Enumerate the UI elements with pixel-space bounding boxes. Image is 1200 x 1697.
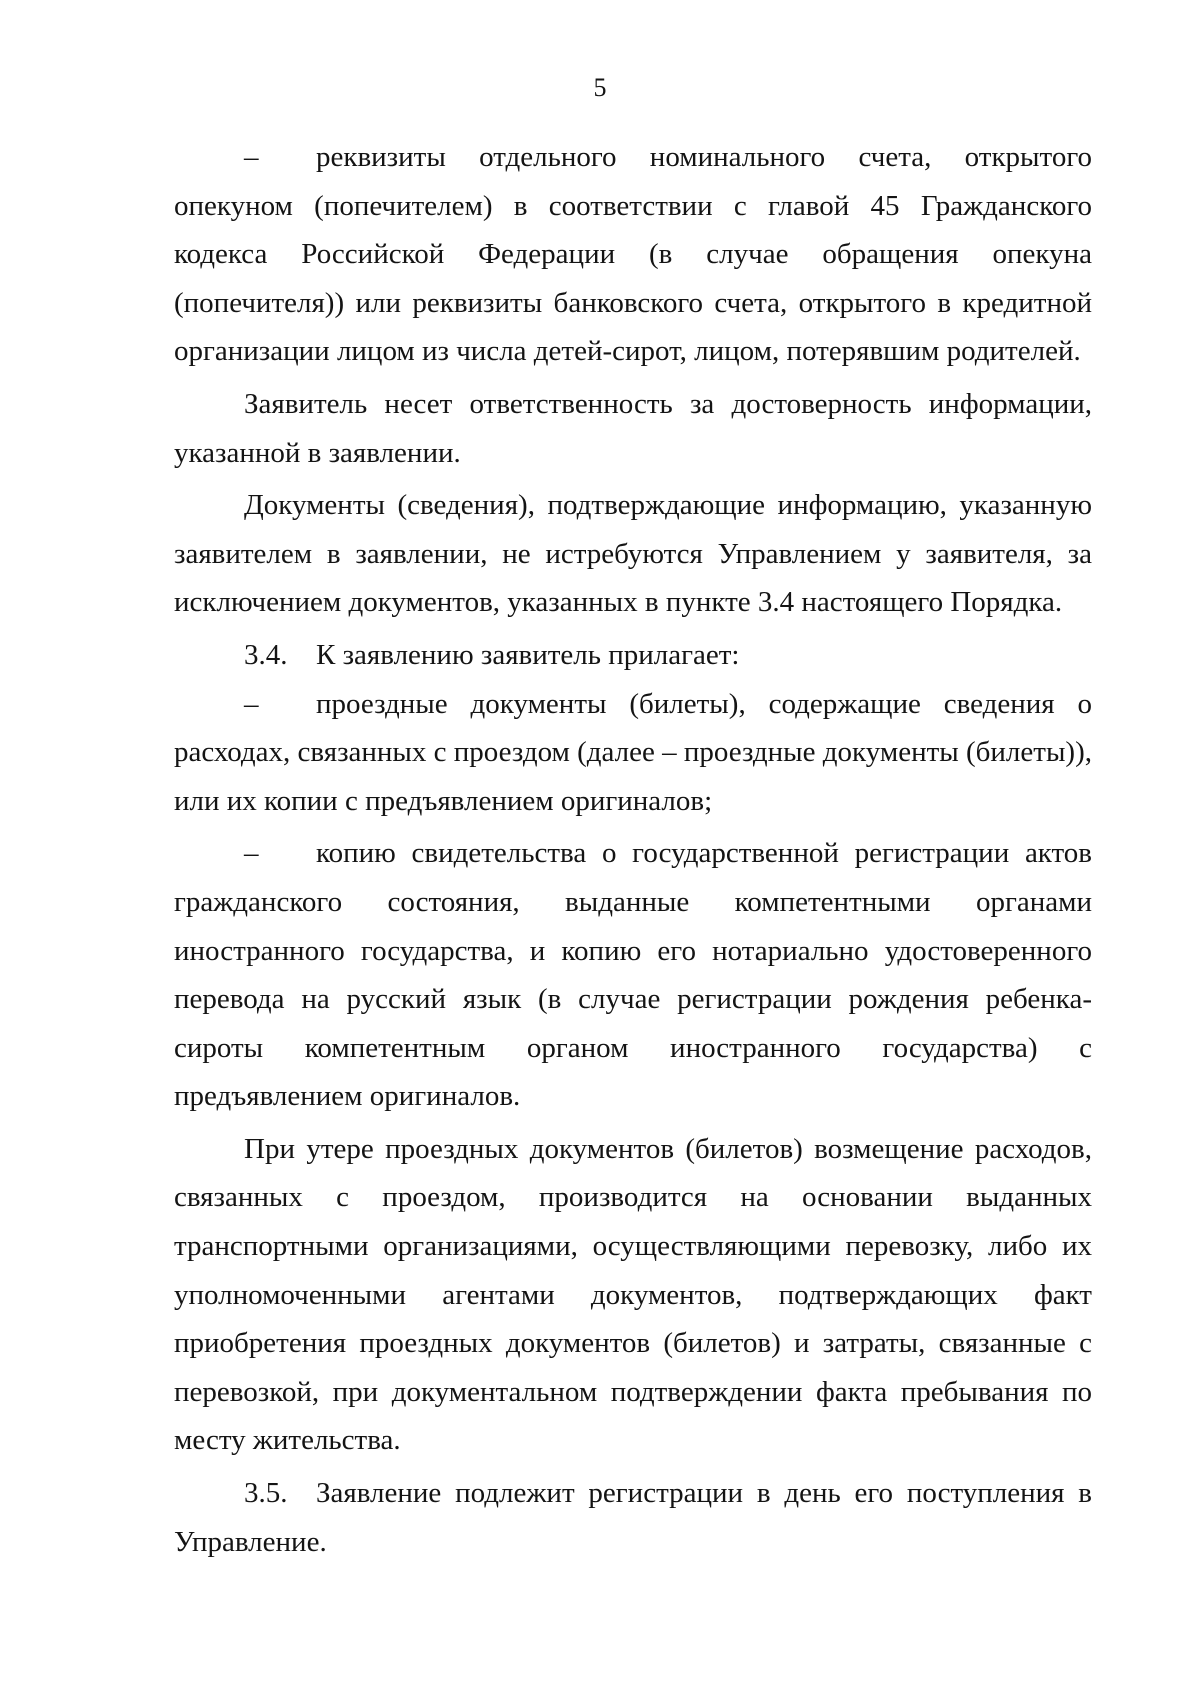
paragraph-account-details [174, 133, 1092, 376]
paragraph-civil-registration-copy [174, 829, 1092, 1121]
paragraph-text: Заявление подлежит регистрации в день его поступления в Управление. [174, 1477, 1092, 1558]
list-dash: – [244, 837, 259, 870]
paragraph-text: реквизиты отдельного номинального счета, открытого опекуном (попечителем) в соответствии с главой 45 Гражданского кодекса Российской Федерации (в случае обращения опекуна (попечителя)) или реквизиты банковского счета, открытого в кредитной организации лицом из числа детей-сирот, лицом, потерявшим родителей. [174, 141, 1092, 368]
document-body [174, 133, 1092, 1566]
list-dash: – [244, 687, 259, 720]
paragraph-section-3-5 [174, 1469, 1092, 1566]
paragraph-text: копию свидетельства о государственной регистрации актов гражданского состояния, выданные компетентными органами иностранного государства, и копию его нотариально удостоверенного перевода на русский язык (в случае регистрации рождения ребенка-сироты компетентным органом иностранного государства) с предъявлением оригиналов. [174, 837, 1092, 1113]
section-number: 3.5. [244, 1477, 288, 1510]
paragraph-lost-tickets: При утере проездных документов (билетов) возмещение расходов, связанных с проездом, производится на основании выданных транспортными организациями, осуществляющими перевозку, либо их уполномоченными агентами документов, подтверждающих факт приобретения проездных документов (билетов) и затраты, связанные с перевозкой, при документальном подтверждении факта пребывания по месту жительства. [174, 1132, 1092, 1457]
paragraph-applicant-responsibility: Заявитель несет ответственность за достоверность информации, указанной в заявлении. [174, 387, 1092, 469]
paragraph-text: проездные документы (билеты), содержащие сведения о расходах, связанных с проездом (далее – проездные документы (билеты)), или их копии с предъявлением оригиналов; [174, 687, 1092, 817]
section-number: 3.4. [244, 638, 288, 671]
paragraph-documents-not-required: Документы (сведения), подтверждающие информацию, указанную заявителем в заявлении, не истребуются Управлением у заявителя, за исключением документов, указанных в пункте 3.4 настоящего Порядка. [174, 489, 1092, 619]
page-number: 5 [593, 73, 607, 102]
paragraph-travel-documents [174, 680, 1092, 826]
paragraph-text: К заявлению заявитель прилагает: [316, 638, 740, 671]
paragraph-section-3-4 [174, 631, 1092, 680]
list-dash: – [244, 141, 259, 173]
